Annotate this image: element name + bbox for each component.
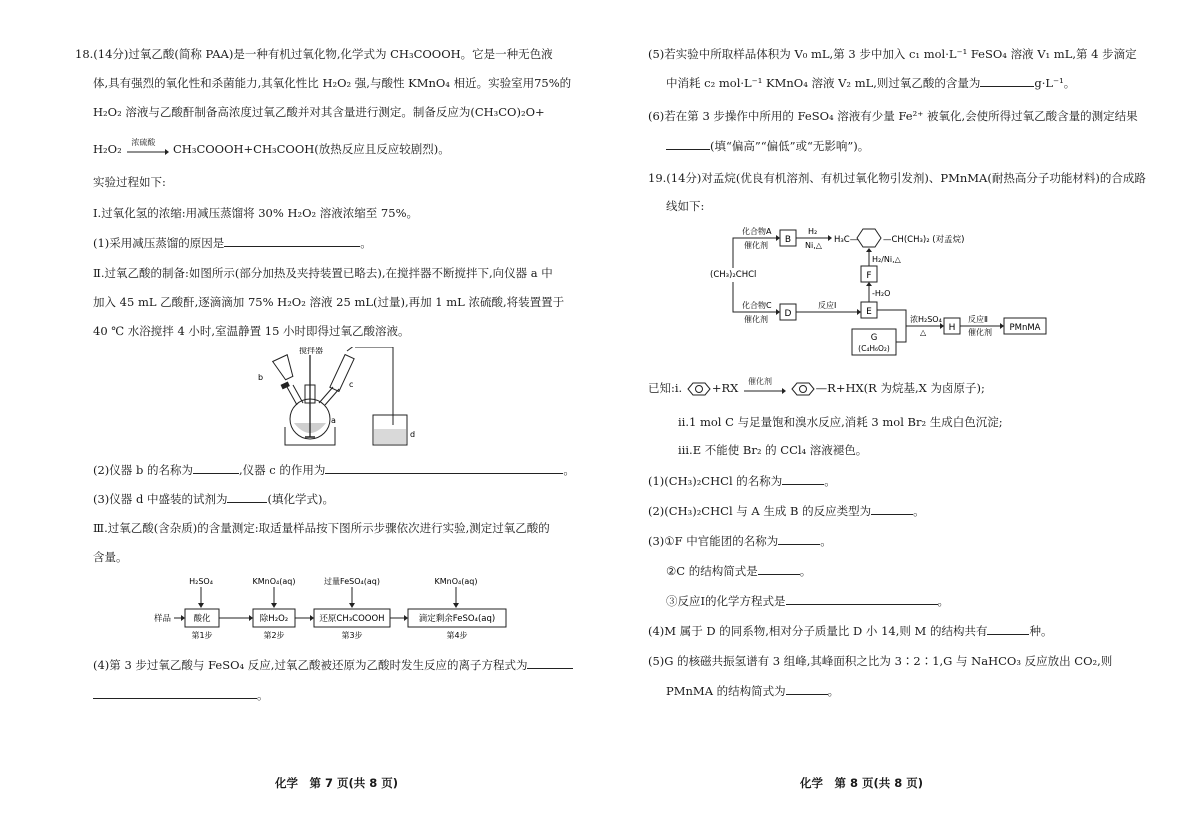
heat-label: △ [920, 328, 927, 337]
q19-2: (2)(CH₃)₂CHCl 与 A 生成 B 的反应类型为 。 [648, 504, 925, 518]
part-2: Ⅱ.过氧乙酸的制备:如图所示(部分加热及夹持装置已略去),在搅拌器不断搅拌下,向仪器 a 中 [93, 266, 553, 280]
answer-blank[interactable] [778, 533, 820, 545]
answer-blank[interactable] [980, 75, 1034, 87]
reaction-arrow: 催化剂 [742, 383, 786, 395]
svg-text:F: F [866, 271, 872, 281]
q19-line-1: 19.(14分)对孟烷(优良有机溶剂、有机过氧化物引发剂)、PMnMA(耐热高分子功能材料)的合成路 [648, 171, 1146, 185]
answer-blank[interactable] [227, 491, 267, 503]
sample-label: 样品 [154, 614, 172, 624]
question-3: (3)仪器 d 中盛装的试剂为 (填化学式)。 [93, 492, 334, 506]
label-c: c [349, 380, 354, 389]
arrow-icon [742, 385, 786, 397]
svg-text:滴定剩余FeSO₄(aq): 滴定剩余FeSO₄(aq) [418, 614, 496, 624]
catalyst-2: 催化剂 [744, 315, 768, 324]
svg-text:H: H [948, 323, 956, 333]
q18-6-line-1: (6)若在第 3 步操作中所用的 FeSO₄ 溶液有少量 Fe²⁺ 被氧化,会使所得过氧乙酸含量的测定结果 [648, 109, 1138, 123]
reaction-2-label: 反应Ⅱ [968, 315, 988, 324]
answer-blank[interactable] [325, 462, 563, 474]
step-4-label: 第4步 [446, 631, 468, 640]
q18-line-3: H₂O₂ 溶液与乙酸酐制备高浓度过氧乙酸并对其含量进行测定。制备反应为(CH₃CO)₂O+ [93, 105, 545, 119]
synthesis-route-diagram [708, 222, 1068, 360]
q18-5-line-2: 中消耗 c₂ mol·L⁻¹ KMnO₄ 溶液 V₂ mL,则过氧乙酸的含量为 g·L⁻¹。 [666, 76, 1076, 90]
q19-5-cont: PMnMA 的结构简式为 。 [666, 684, 840, 698]
answer-blank[interactable] [786, 593, 938, 605]
procedure-flowchart [150, 573, 520, 643]
svg-text:D: D [784, 309, 792, 319]
page-footer: 化学 第 7 页(共 8 页) [275, 776, 399, 790]
answer-blank[interactable] [758, 563, 800, 575]
svg-text:E: E [866, 307, 872, 317]
reagent-4: KMnO₄(aq) [434, 577, 478, 586]
q19-3-1: (3)①F 中官能团的名称为 。 [648, 534, 832, 548]
products: CH₃COOOH+CH₃COOH(放热反应且反应较剧烈)。 [173, 142, 450, 156]
part-3-cont: 含量。 [93, 550, 128, 564]
question-1: (1)采用减压蒸馏的原因是 。 [93, 236, 372, 250]
question-4-cont: 。 [93, 687, 269, 703]
catalyst-1: 催化剂 [744, 241, 768, 250]
label-a: a [331, 416, 336, 425]
q19-3-3: ③反应Ⅰ的化学方程式是 。 [666, 594, 950, 608]
answer-blank[interactable] [224, 235, 360, 247]
question-2: (2)仪器 b 的名称为 ,仪器 c 的作用为 。 [93, 463, 575, 477]
part-2-cont: 加入 45 mL 乙酸酐,逐滴滴加 75% H₂O₂ 溶液 25 mL(过量),再加 1 mL 浓硫酸,将装置置于 [93, 295, 565, 309]
benzene-ring-icon [686, 382, 712, 396]
svg-text:G: G [870, 333, 878, 343]
q19-1: (1)(CH₃)₂CHCl 的名称为 。 [648, 474, 836, 488]
right-page [600, 0, 1200, 827]
answer-blank[interactable] [782, 473, 824, 485]
reaction-arrow [125, 138, 169, 156]
answer-blank[interactable] [93, 687, 257, 699]
known-3: ⅲ.E 不能使 Br₂ 的 CCl₄ 溶液褪色。 [678, 443, 868, 457]
known-1: 已知:ⅰ. +RX 催化剂 —R+HX(R 为烷基,X 为卤原子); [648, 377, 985, 395]
ni-label: Ni,△ [805, 241, 822, 250]
label-b: b [258, 373, 264, 382]
arrow-icon [125, 146, 169, 158]
reagent-1: H₂SO₄ [189, 577, 213, 586]
reactant-h2o2: H₂O₂ [93, 142, 122, 156]
g-formula: (C₄H₆O₂) [858, 344, 890, 353]
answer-blank[interactable] [987, 623, 1029, 635]
experiment-intro: 实验过程如下: [93, 175, 166, 189]
q18-5-line-1: (5)若实验中所取样品体积为 V₀ mL,第 3 步中加入 c₁ mol·L⁻¹ FeSO₄ 溶液 V₁ mL,第 4 步滴定 [648, 47, 1137, 61]
q19-line-2: 线如下: [666, 199, 705, 213]
svg-text:还原CH₃COOOH: 还原CH₃COOOH [319, 614, 385, 624]
compound-a-label: 化合物A [742, 227, 772, 236]
answer-blank[interactable] [786, 683, 828, 695]
answer-blank[interactable] [193, 462, 239, 474]
label-d: d [410, 430, 415, 439]
svg-text:B: B [784, 235, 792, 245]
page-footer: 化学 第 8 页(共 8 页) [800, 776, 924, 790]
q18-6-line-2: (填“偏高”“偏低”或“无影响”)。 [666, 138, 869, 154]
svg-text:除H₂O₂: 除H₂O₂ [259, 614, 289, 624]
step-1-label: 第1步 [191, 631, 213, 640]
cyclohexane-ring-icon [857, 229, 881, 247]
conc-h2so4-label: 浓H₂SO₄ [910, 315, 942, 324]
catalyst-3: 催化剂 [968, 328, 992, 337]
funnel-b [273, 355, 297, 382]
start-compound: (CH₃)₂CHCl [710, 270, 757, 280]
h2-label: H₂ [808, 227, 818, 236]
q18-line-4 [93, 138, 450, 157]
part-3: Ⅲ.过氧乙酸(含杂质)的含量测定:取适量样品按下图所示步骤依次进行实验,测定过氧乙酸的 [93, 521, 550, 535]
product-isopropyl: —CH(CH₃)₂ (对孟烷) [883, 235, 965, 245]
svg-text:酸化: 酸化 [193, 614, 211, 624]
stirrer-label: 搅拌器 [299, 347, 323, 355]
q19-5: (5)G 的核磁共振氢谱有 3 组峰,其峰面积之比为 3∶2∶1,G 与 NaHCO₃ 反应放出 CO₂,则 [648, 654, 1113, 668]
step-3-label: 第3步 [341, 631, 363, 640]
step-2-label: 第2步 [263, 631, 285, 640]
reagent-3: 过量FeSO₄(aq) [324, 577, 380, 586]
q19-4: (4)M 属于 D 的同系物,相对分子质量比 D 小 14,则 M 的结构共有 种。 [648, 624, 1053, 638]
part-1: Ⅰ.过氧化氢的浓缩:用减压蒸馏将 30% H₂O₂ 溶液浓缩至 75%。 [93, 206, 418, 220]
part-2-cont-2: 40 ℃ 水浴搅拌 4 小时,室温静置 15 小时即得过氧乙酸溶液。 [93, 324, 410, 338]
answer-blank[interactable] [871, 503, 913, 515]
reaction-1-label: 反应Ⅰ [818, 301, 837, 310]
benzene-ring-icon [790, 382, 816, 396]
compound-c-label: 化合物C [742, 301, 772, 310]
apparatus-diagram [255, 347, 415, 452]
gas-tube [355, 347, 393, 425]
q18-line-2: 体,具有强烈的氧化性和杀菌能力,其氧化性比 H₂O₂ 强,与酸性 KMnO₄ 相近。实验室用75%的 [93, 76, 572, 90]
product-methyl: H₃C— [834, 235, 859, 245]
minus-water-label: -H₂O [872, 289, 891, 298]
question-4: (4)第 3 步过氧乙酸与 FeSO₄ 反应,过氧乙酸被还原为乙酸时发生反应的离子方程式为 [93, 657, 573, 673]
h2-ni-label: H₂/Ni,△ [872, 255, 901, 264]
known-2: ⅱ.1 mol C 与足量饱和溴水反应,消耗 3 mol Br₂ 生成白色沉淀; [678, 415, 1003, 429]
reagent-2: KMnO₄(aq) [252, 577, 296, 586]
answer-blank[interactable] [527, 657, 573, 669]
catalyst-label: 浓硫酸 [131, 138, 156, 147]
q18-line-1: 18.(14分)过氧乙酸(简称 PAA)是一种有机过氧化物,化学式为 CH₃COOOH。它是一种无色液 [75, 47, 553, 61]
answer-blank[interactable] [666, 138, 710, 150]
svg-text:PMnMA: PMnMA [1009, 323, 1041, 333]
q19-3-2: ②C 的结构简式是 。 [666, 564, 812, 578]
